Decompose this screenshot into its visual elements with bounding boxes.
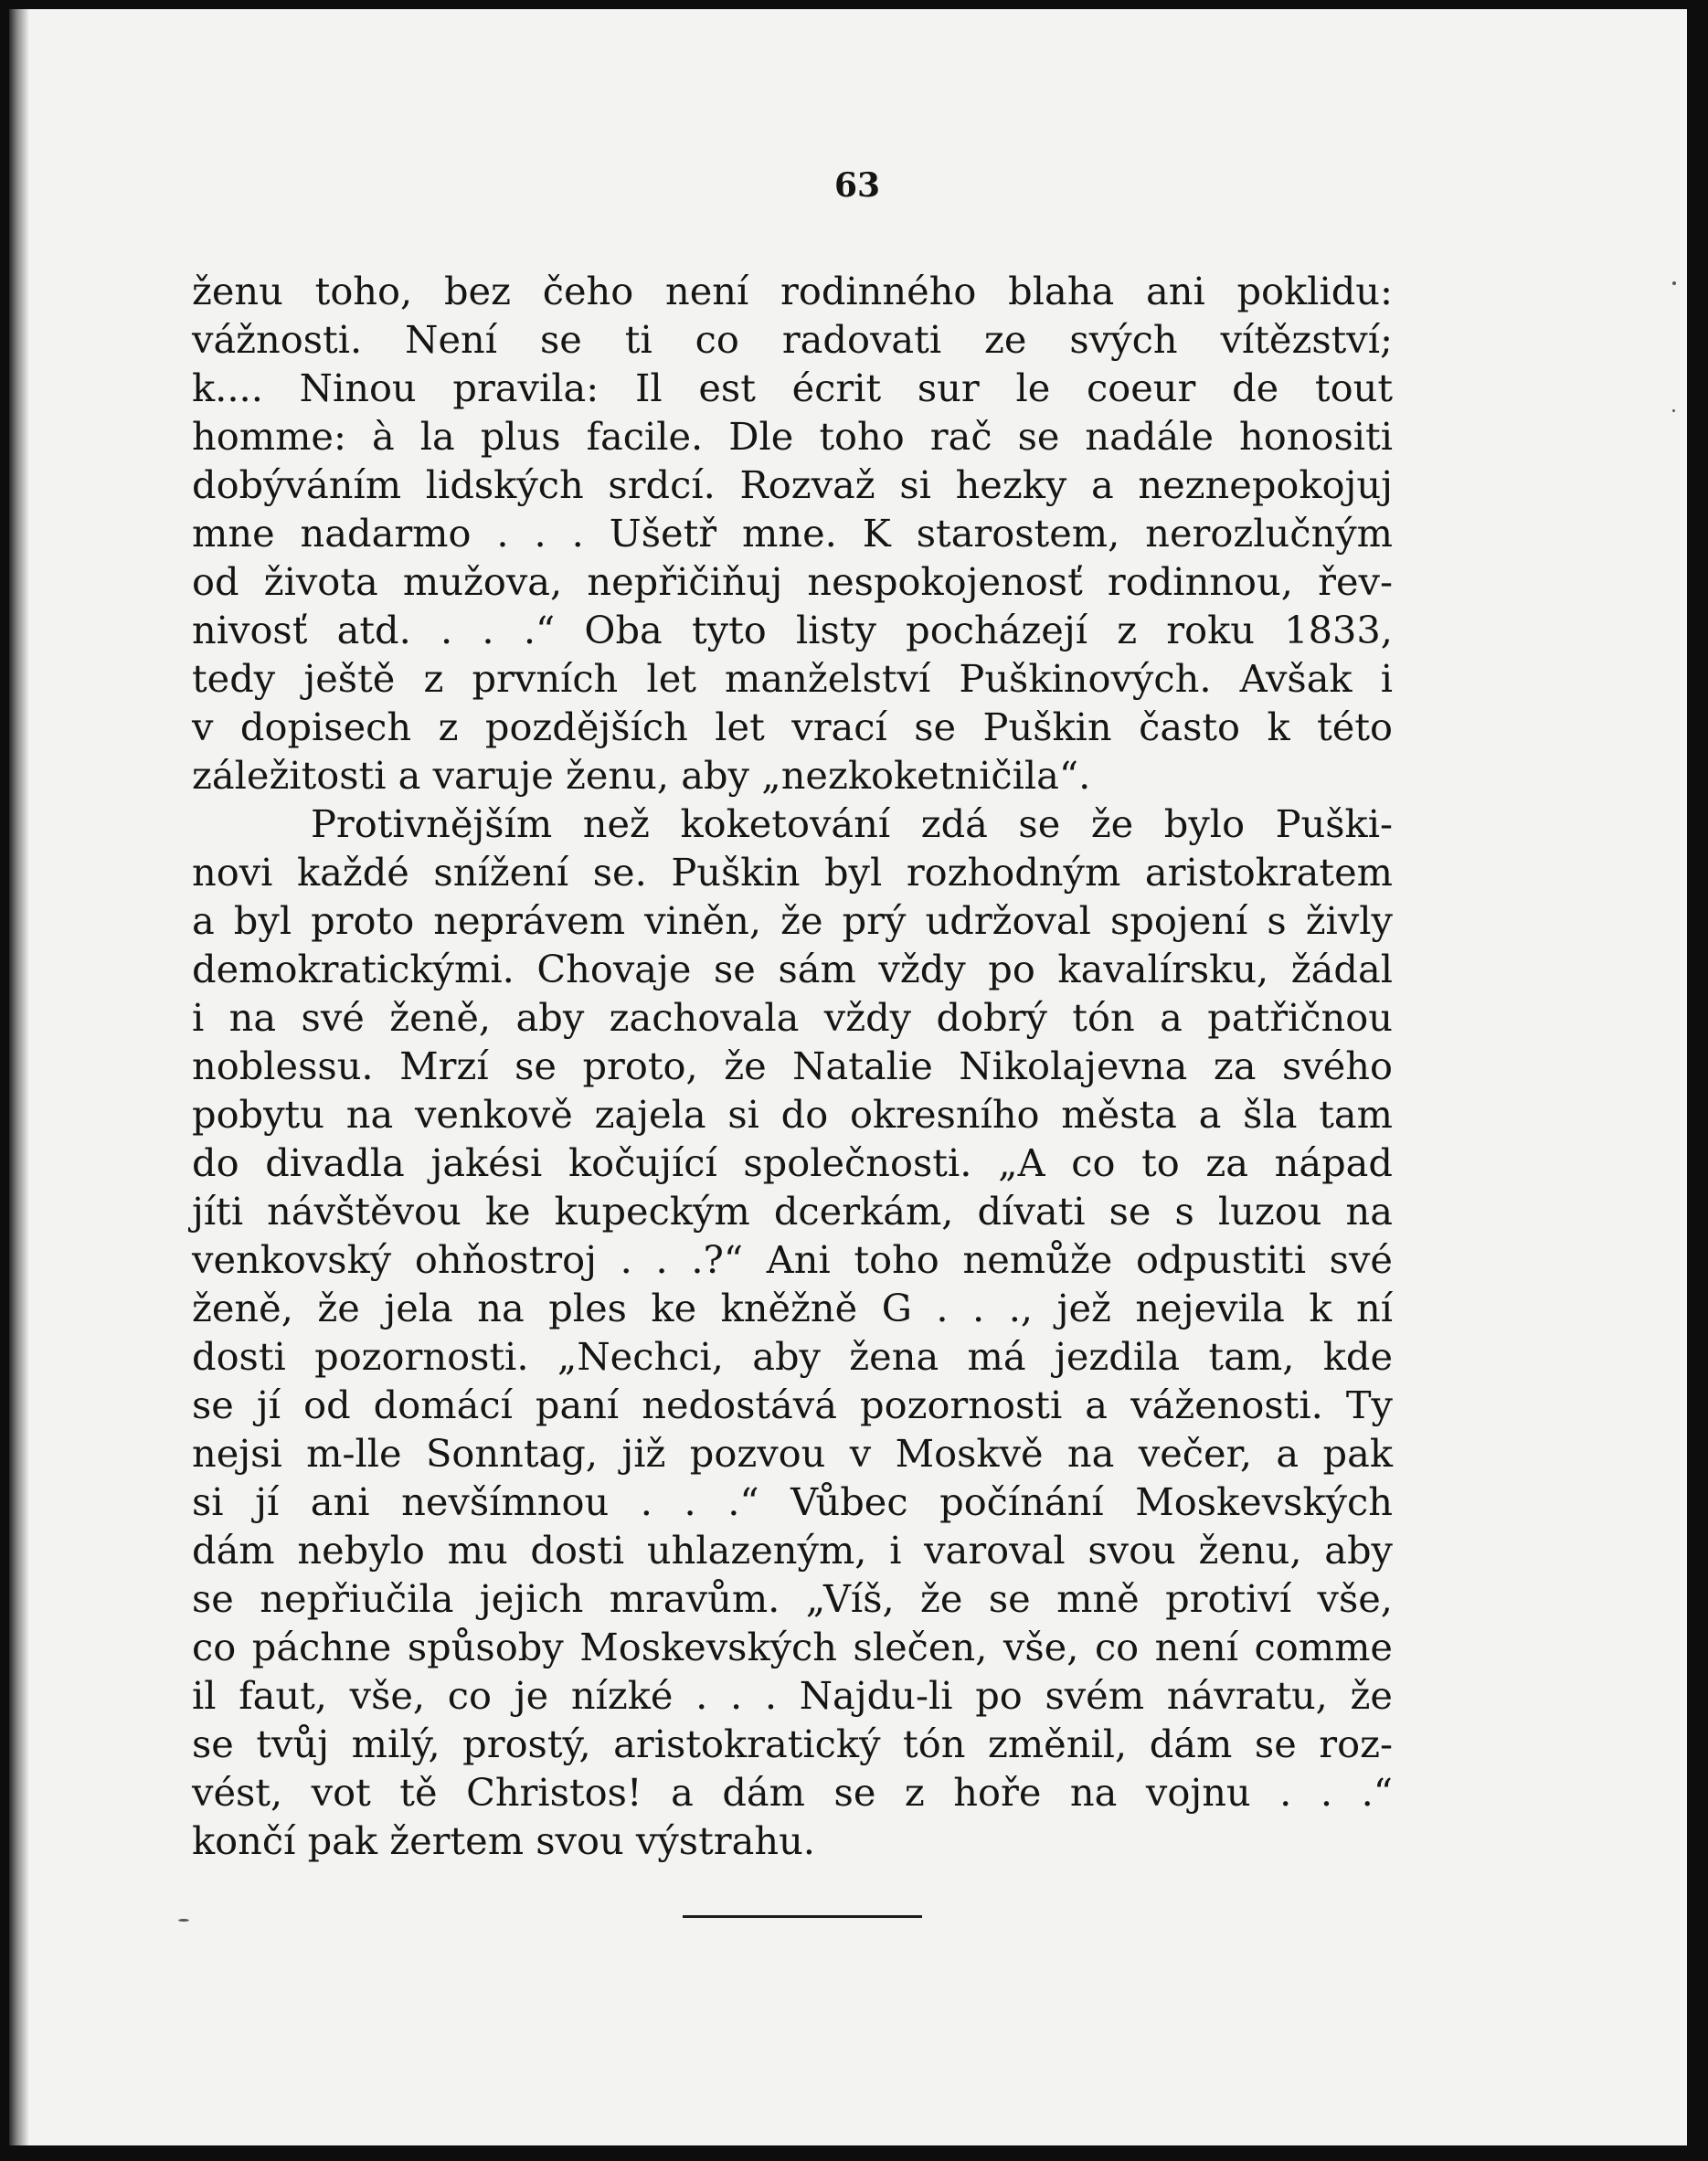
end-rule-divider (683, 1915, 922, 1918)
text-line: jíti návštěvou ke kupeckým dcerkám, dívati se s luzou na (192, 1189, 1393, 1234)
text-line: dobýváním lidských srdcí. Rozvaž si hezky a neznepokojuj (192, 462, 1393, 507)
text-line: končí pak žertem svou výstrahu. (192, 1818, 815, 1863)
text-line: dosti pozornosti. „Nechci, aby žena má jezdila tam, kde (192, 1334, 1393, 1379)
text-line: vést, vot tě Christos! a dám se z hoře na vojnu . . .“ (192, 1770, 1393, 1815)
text-line: se tvůj milý, prostý, aristokratický tón změnil, dám se roz- (192, 1721, 1393, 1766)
text-line: se jí od domácí paní nedostává pozornosti a váženosti. Ty (192, 1382, 1393, 1427)
text-line: a byl proto neprávem viněn, že prý udržoval spojení s živly (192, 898, 1393, 943)
text-line: si jí ani nevšímnou . . .“ Vůbec počínání Moskevských (192, 1479, 1393, 1524)
text-line: mne nadarmo . . . Ušetř mne. K starostem, nerozlučným (192, 511, 1393, 556)
text-line: novi každé snížení se. Puškin byl rozhodným aristokratem (192, 850, 1393, 895)
body-text (192, 267, 1393, 1865)
text-line: co páchne spůsoby Moskevských slečen, vše, co není comme (192, 1625, 1393, 1669)
text-line: od života mužova, nepřičiňuj nespokojenosť rodinnou, řev- (192, 559, 1393, 604)
text-line: nejsi m-lle Sonntag, již pozvou v Moskvě na večer, a pak (192, 1431, 1393, 1476)
text-line: noblessu. Mrzí se proto, že Natalie Nikolajevna za svého (192, 1043, 1393, 1088)
text-line: nivosť atd. . . .“ Oba tyto listy pocházejí z roku 1833, (192, 608, 1393, 652)
text-line: záležitosti a varuje ženu, aby „nezkoketničila“. (192, 753, 1091, 798)
text-line: venkovský ohňostroj . . .?“ Ani toho nemůže odpustiti své (192, 1237, 1393, 1282)
text-line: vážnosti. Není se ti co radovati ze svých vítězství; (192, 317, 1393, 362)
text-line: i na své ženě, aby zachovala vždy dobrý tón a patřičnou (192, 995, 1393, 1040)
text-line: il faut, vše, co je nízké . . . Najdu-li po svém návratu, že (192, 1673, 1393, 1718)
text-line: k.... Ninou pravila: Il est écrit sur le coeur de tout (192, 365, 1393, 410)
text-line: homme: à la plus facile. Dle toho rač se nadále honositi (192, 414, 1393, 459)
text-line: dám nebylo mu dosti uhlazeným, i varoval svou ženu, aby (192, 1528, 1393, 1573)
text-line: tedy ještě z prvních let manželství Puškinových. Avšak i (192, 656, 1393, 701)
text-line: ženě, že jela na ples ke kněžně G . . ., jež nejevila k ní (192, 1286, 1393, 1330)
text-line: do divadla jakési kočující společnosti. „A co to za nápad (192, 1140, 1393, 1185)
text-line: se nepřiučila jejich mravům. „Víš, že se mně protiví vše, (192, 1576, 1393, 1621)
text-line: Protivnějším než koketování zdá se že bylo Puški- (311, 801, 1393, 846)
text-line: pobytu na venkově zajela si do okresního města a šla tam (192, 1092, 1393, 1137)
book-page (9, 9, 1687, 2145)
text-line: ženu toho, bez čeho není rodinného blaha ani poklidu: (192, 269, 1393, 313)
print-speck (1672, 409, 1675, 412)
text-line: demokratickými. Chovaje se sám vždy po kavalírsku, žádal (192, 947, 1393, 991)
page-edge-shadow (9, 9, 29, 2145)
print-speck (1672, 281, 1676, 285)
text-line: v dopisech z pozdějších let vrací se Puškin často k této (192, 704, 1393, 749)
print-speck (178, 1919, 189, 1922)
page-number: 63 (833, 166, 881, 205)
